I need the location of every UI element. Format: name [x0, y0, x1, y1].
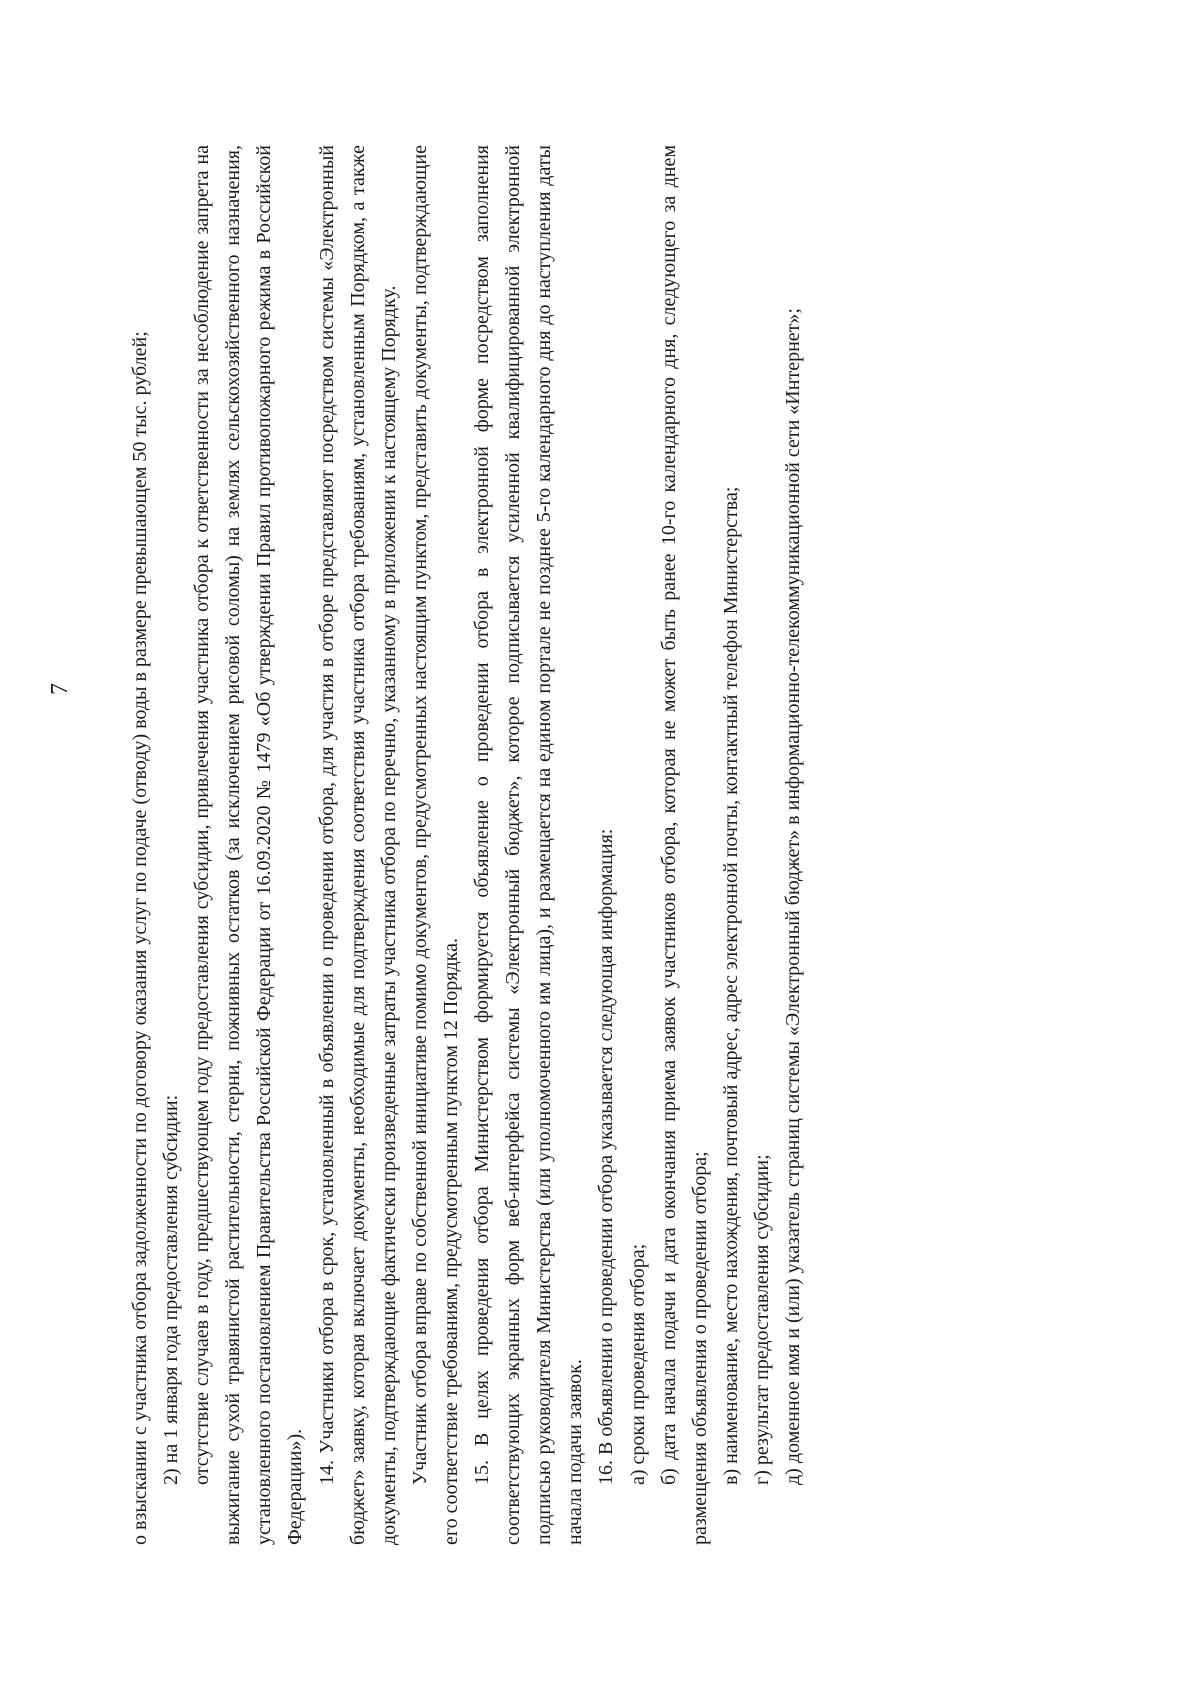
- paragraph: о взыскании с участника отбора задолженности по договору оказания услуг по подаче (отводу) воды в размере превышающем 50 тыс. рублей;: [129, 331, 151, 1545]
- paragraph: отсутствие случаев в году, предшествующем году предоставления субсидии, привлечения участника отбора к ответственности за несоблюдение запрета на выжигание сухой травянистой растительности, стерни, пожнивных остатков (за исключением рисовой соломы) на землях сельскохозяйственного назначения, установленного постановлением Правительства Российской Федерации от 16.09.2020 № 1479 «Об утверждении Правил противопожарного режима в Российской Федерации»).: [191, 145, 307, 1545]
- paragraph: д) доменное имя и (или) указатель страниц системы «Электронный бюджет» в информационно-телекоммуникационной сети «Интернет»;: [781, 308, 804, 1485]
- paragraph: в) наименование, место нахождения, почтовый адрес, адрес электронной почты, контактный телефон Министерства;: [719, 486, 742, 1485]
- paragraph: 2) на 1 января года предоставления субсидии:: [160, 1094, 183, 1485]
- paragraph: г) результат предоставления субсидии;: [750, 1154, 773, 1485]
- rotated-page: [47, 25, 1125, 1545]
- paragraph: 16. В объявлении о проведении отбора указывается следующая информация:: [595, 828, 618, 1485]
- paragraph: 15. В целях проведения отбора Министерством формируется объявление о проведении отбора в электронной форме посредством заполнения соответствующих экранных форм веб-интерфейса системы «Электронный бюджет», которое подписывается усиленной квалифицированной электронной подписью руководителя Министерства (или уполномоченного им лица), и размещается на едином портале не позднее 5-го календарного дня до наступления даты начала подачи заявок.: [471, 145, 587, 1545]
- page-number: 7: [47, 683, 73, 695]
- document-body: [125, 145, 809, 1545]
- paragraph: б) дата начала подачи и дата окончания приема заявок участников отбора, которая не может быть ранее 10-го календарного дня, следующего за днем размещения объявления о проведении отбора;: [657, 145, 711, 1545]
- paragraph: Участник отбора вправе по собственной инициативе помимо документов, предусмотренных настоящим пунктом, представить документы, подтверждающие его соответствие требованиям, предусмотренным пунктом 12 Порядка.: [408, 145, 462, 1545]
- paragraph: а) сроки проведения отбора;: [626, 1243, 649, 1485]
- paragraph: 14. Участники отбора в срок, установленный в объявлении о проведении отбора, для участия в отборе представляют посредством системы «Электронный бюджет» заявку, которая включает документы, необходимые для подтверждения соответствия участника отбора требованиям, установленным Порядком, а также документы, подтверждающие фактически произведенные затраты участника отбора по перечню, указанному в приложении к настоящему Порядку.: [315, 145, 400, 1545]
